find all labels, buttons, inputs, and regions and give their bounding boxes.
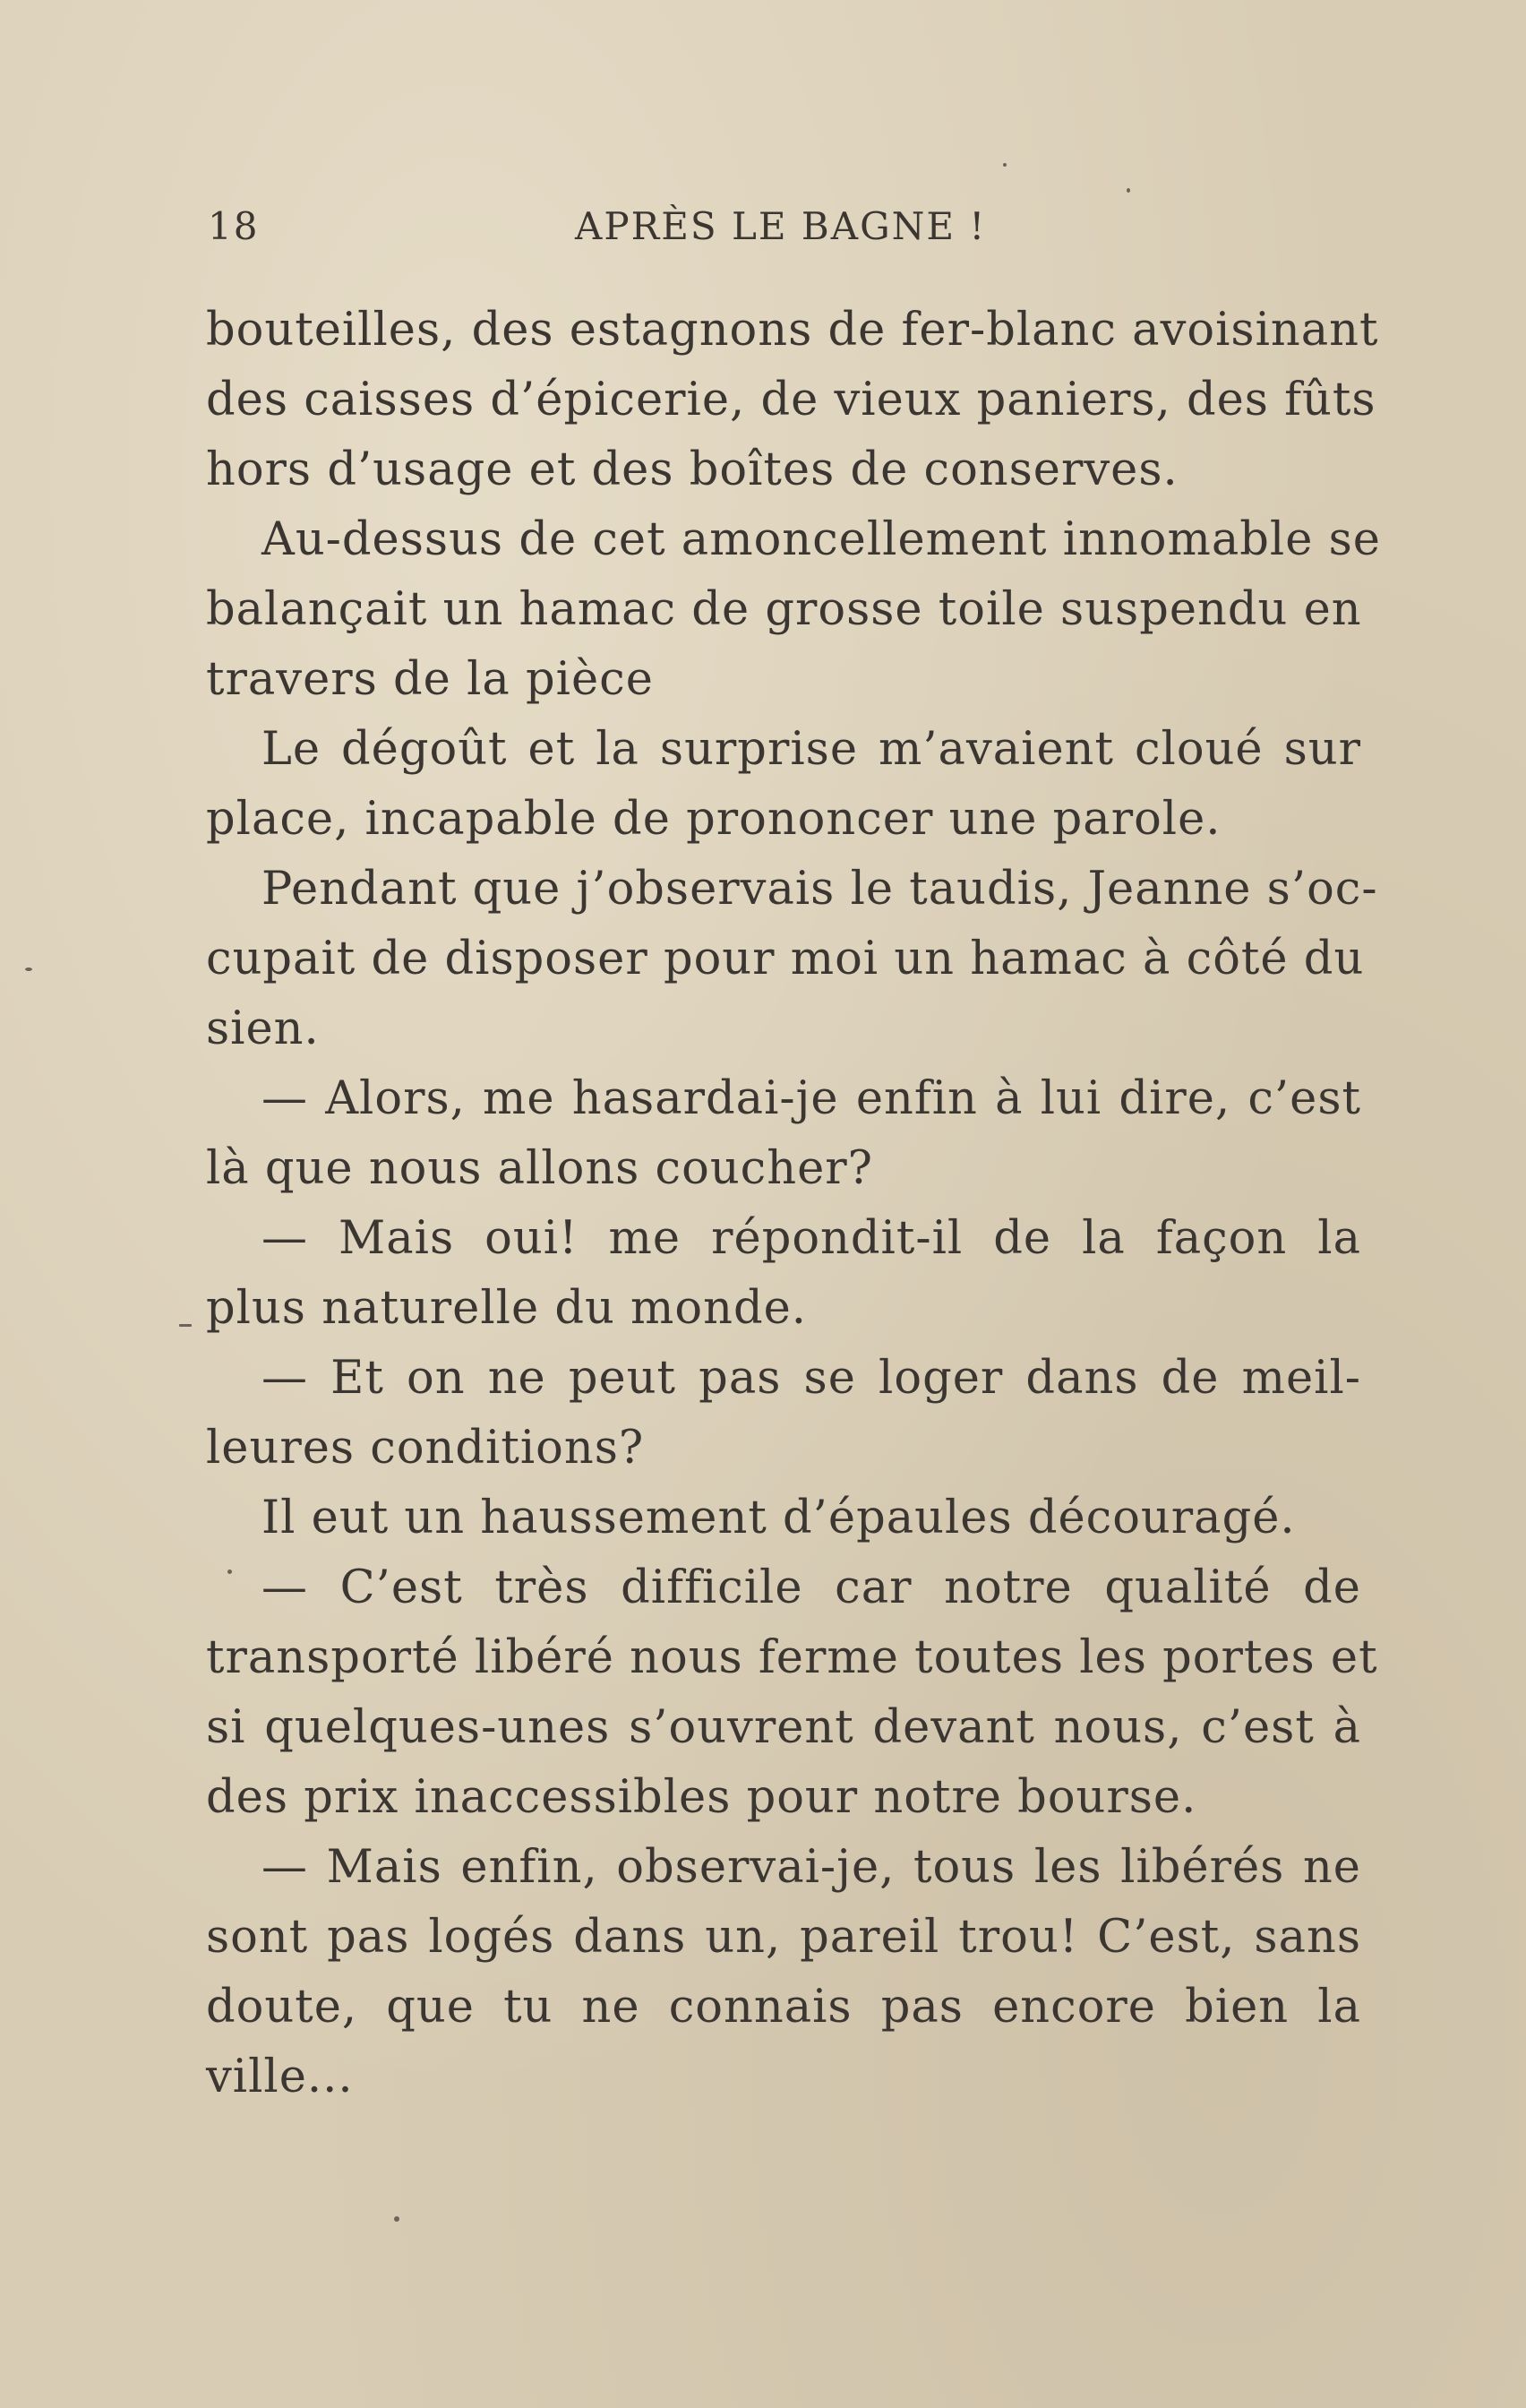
text-line: travers de la pièce [206, 653, 654, 706]
running-head [208, 204, 1003, 258]
text-line: transporté libéré nous ferme toutes les portes et [206, 1631, 1378, 1684]
text-line: ville... [206, 2051, 354, 2103]
text-line: — Mais enfin, observai-je, tous les libérés ne [261, 1841, 1361, 1894]
text-line: place, incapable de prononcer une parole. [206, 793, 1222, 846]
running-title: APRÈS LE BAGNE ! [575, 204, 987, 248]
text-line: Au-dessus de cet amoncellement innomable se [261, 513, 1381, 566]
paper-speck [179, 1324, 192, 1327]
paper-speck [1127, 188, 1130, 193]
page-number: 18 [208, 204, 260, 248]
paper-speck [227, 1570, 232, 1574]
text-line: plus naturelle du monde. [206, 1282, 808, 1335]
text-line: — C’est très difficile car notre qualité de [261, 1561, 1361, 1614]
text-line: des prix inaccessibles pour notre bourse. [206, 1771, 1197, 1824]
body-text [206, 296, 1381, 2112]
text-line: bouteilles, des estagnons de fer-blanc avoisinant [206, 304, 1379, 357]
text-line: doute, que tu ne connais pas encore bien la [206, 1981, 1361, 2034]
text-line: — Mais oui! me répondit-il de la façon la [261, 1212, 1361, 1265]
text-line: sont pas logés dans un, pareil trou! C’est, sans [206, 1911, 1361, 1964]
text-line: des caisses d’épicerie, de vieux paniers, des fûts [206, 374, 1376, 426]
text-line: cupait de disposer pour moi un hamac à côté du [206, 933, 1365, 985]
paper-speck [394, 2216, 399, 2222]
text-line: sien. [206, 1002, 320, 1055]
text-line: si quelques-unes s’ouvrent devant nous, c’est à [206, 1701, 1361, 1754]
text-line: là que nous allons coucher? [206, 1142, 873, 1195]
paper-speck [1003, 163, 1007, 167]
text-line: — Et on ne peut pas se loger dans de meil- [261, 1352, 1361, 1405]
text-line: — Alors, me hasardai-je enfin à lui dire, c’est [261, 1072, 1361, 1125]
text-line: Il eut un haussement d’épaules découragé. [261, 1492, 1296, 1544]
text-line: Le dégoût et la surprise m’avaient cloué sur [261, 723, 1361, 776]
paper-speck [25, 968, 32, 971]
text-line: hors d’usage et des boîtes de conserves. [206, 443, 1179, 496]
text-line: balançait un hamac de grosse toile suspendu en [206, 583, 1362, 636]
text-line: leures conditions? [206, 1422, 645, 1475]
text-line: Pendant que j’observais le taudis, Jeanne s’oc- [261, 863, 1378, 916]
